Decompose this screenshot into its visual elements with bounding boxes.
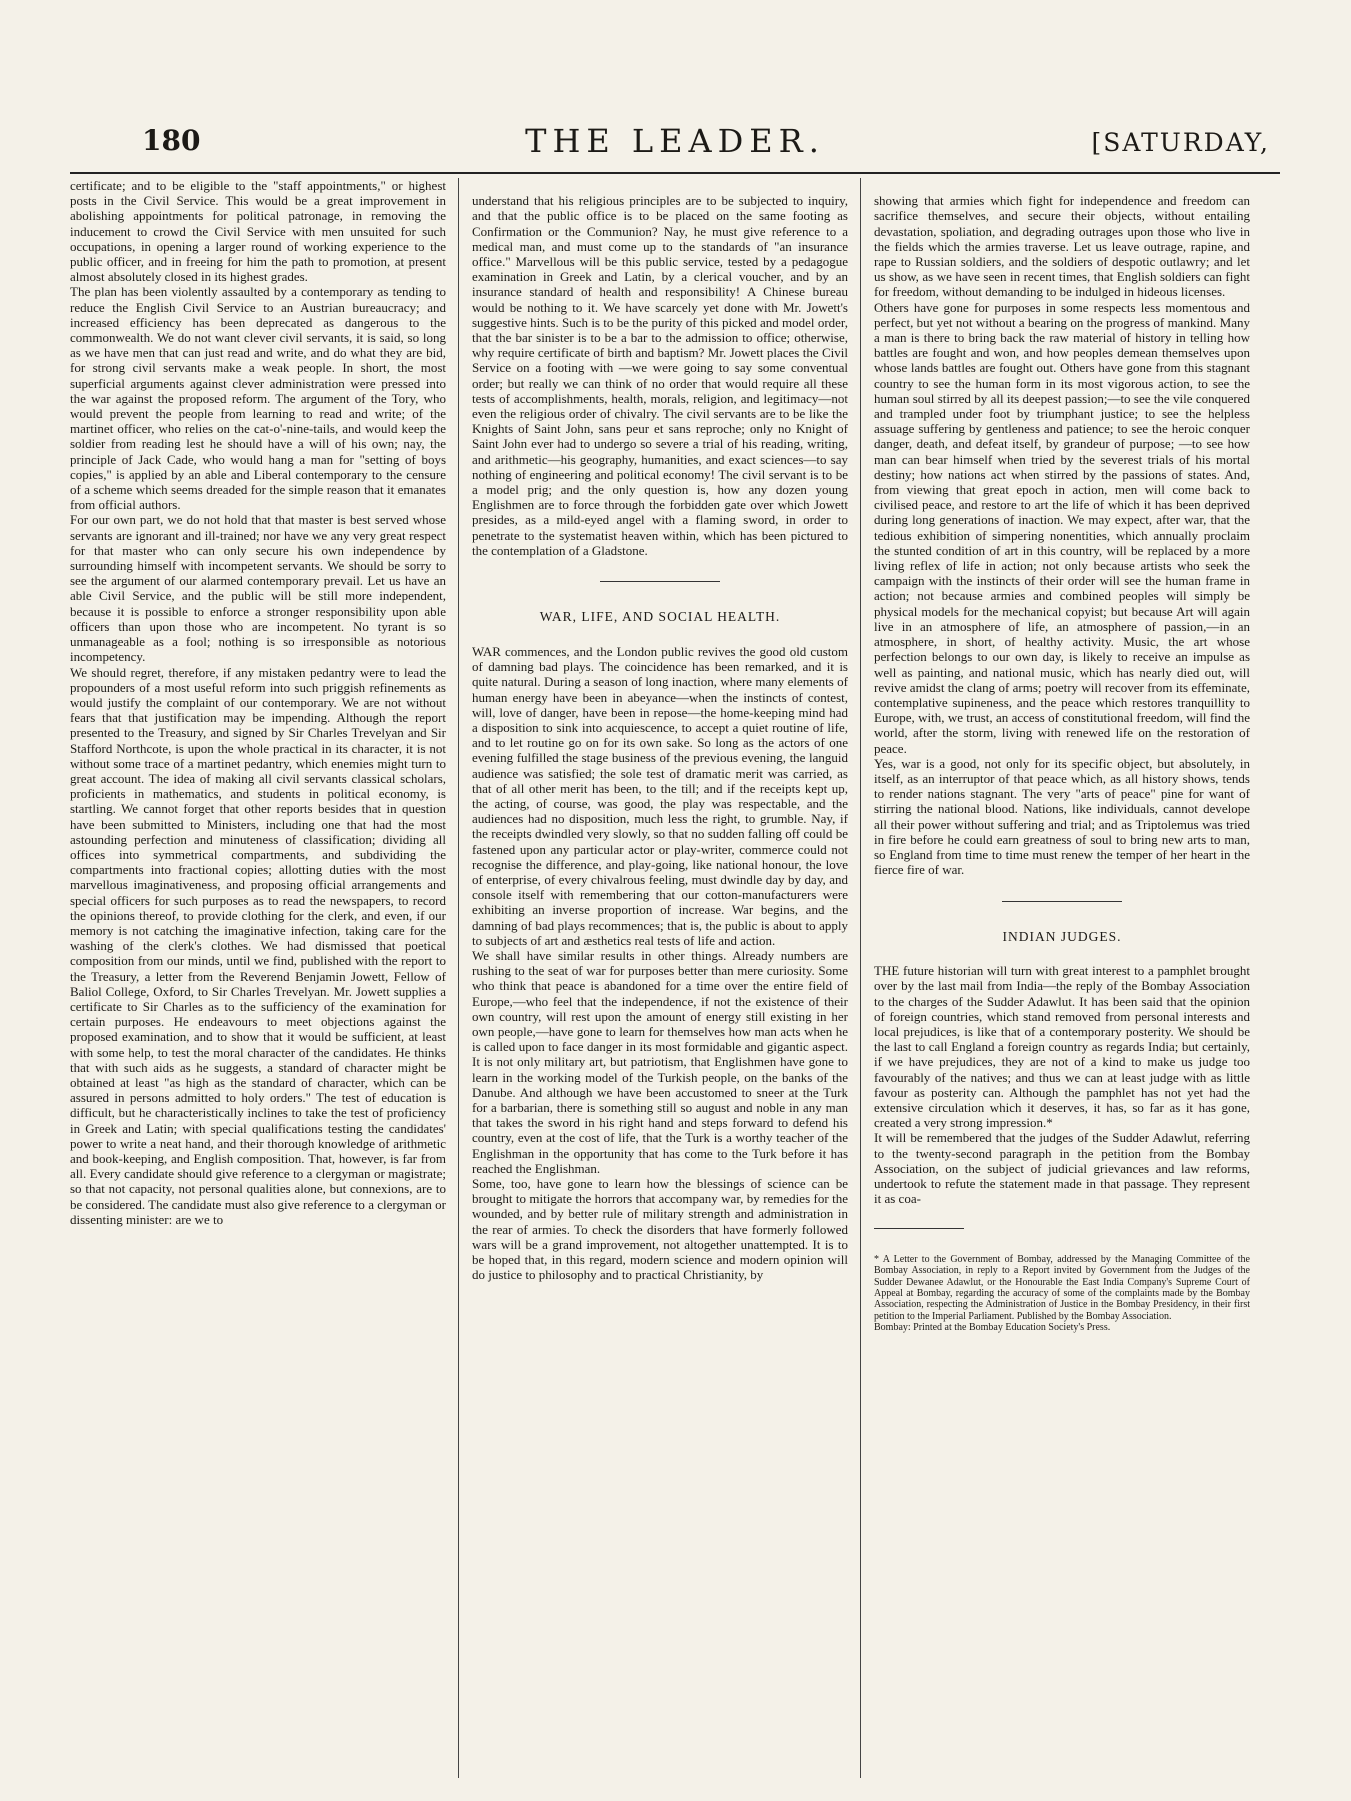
article-body-indian-judges: THE future historian will turn with great interest to a pamphlet brought over by the last mail from India—the reply of the Bombay Association to the charges of the Sudder Adawlut. It has been said that the opinion of foreign countries, which stand removed from personal interests and local prejudices, is like that of a contemporary posterity. We should be the last to call England a foreign country as regards India; but certainly, if we have prejudices, they are not of a kind to make us judge too favourably of the natives; and thus we can at least judge with as little favour as posterity can. Although the pamphlet has not yet had the extensive circulation which it deserves, it has, so far as it has gone, created a very strong impression.* It will be remembered that the judges of the Sudder Adawlut, referring to the twenty-second paragraph in the petition from the Bombay Association, on the subject of judicial grievances and law reforms, undertook to refute the statement made in that passage. They represent it as coa- [874,963,1250,1207]
column-divider [860,178,861,1778]
article-heading-war: WAR, LIFE, AND SOCIAL HEALTH. [539,609,781,625]
column-2 [472,178,848,1298]
masthead-day: [SATURDAY, [1091,128,1270,157]
war-article-end: showing that armies which fight for independence and freedom can sacrifice themselves, and secure their objects, without entailing devastation, spoliation, and degrading outrages upon those who live in the fields which the armies traverse. Let us leave outrage, rapine, and rape to Russian soldiers, and the soldiers of despotic outlawry; and let us show, as we have seen in recent times, that English soldiers can fight for freedom, without demanding to be indulged in hideous licenses. Others have gone for purposes in some respects less momentous and perfect, but yet not without a bearing on the progress of mankind. Many a man is there to bring back the raw material of history in telling how battles are fought and won, and how peoples demean themselves upon whose lands battles are fought out. Others have gone from this stagnant country to see the human form in its most vigorous action, to see the human soul stirred by all its deepest passion;—to see the vile conquered and trampled under foot by triumphant justice; to see the helpless assuage suffering by gentleness and patience; to see the heroic conquer danger, death, and defeat itself, by grandeur of purpose; —to see how man can bear himself when tried by the severest trials of his mortal destiny; how nations act when stirred by the passions of states. And, from viewing that great epoch in action, men will come back to civilised peace, and restore to art the life of which it has been deprived during long generations of inaction. We may expect, after war, that the tedious exhibition of simpering nonentities, which annually proclaim the stunted condition of art in this country, will be replaced by a more living reflex of life in action; not only because artists who seek the campaign with the instincts of their order will see the human frame in action; not because armies and combined peoples will simply be physical models for the mechanical copyist; but because Art will again live in an atmosphere of life, an atmosphere of passion,—in an atmosphere, in short, of healthy activity. Music, the art whose perfection belongs to our own day, is likely to receive an impulse as well as painting, and national music, which has nearly died out, will revive amidst the clang of arms; poetry will recover from its effeminate, contemplative supineness, and the peace which restores tranquillity to Europe, with, we trust, an access of constitutional freedom, will find the world, after the storm, living with renewed life on the restoration of peace. Yes, war is a good, not only for its specific object, but absolutely, in itself, as an interruptor of that peace which, as all history shows, tends to render nations stagnant. The very "arts of peace" pine for want of stirring the national blood. Nations, like individuals, cannot develope all their power without suffering and trial; and as Triptolemus was tried in fire before he could earn greatness of soul to bring new arts to man, so England from time to time must renew the temper of her heart in the fierce fire of war. [874,193,1250,878]
article-body-war: WAR commences, and the London public revives the good old custom of damning bad plays. The coincidence has been remarked, and it is quite natural. During a season of long inaction, where many elements of human energy have been in abeyance—when the instincts of contest, will, love of danger, have been in repose—the home-keeping mind had a disposition to sink into acquiescence, to accept a quiet routine of life, and to let routine go on for its own sake. So long as the actors of one evening fulfilled the stage business of the previous evening, the languid audience was satisfied; the sole test of dramatic merit was carried, as that of all other merit has been, to the till; and if the receipts kept up, the acting, of course, was good, the play was respectable, and the audiences had no disposition, much less the right, to grumble. Nay, if the receipts dwindled very slowly, so that no sudden falling off could be fastened upon any particular actor or play-writer, commerce could not recognise the difference, and play-going, like national honour, the love of enterprise, of every chivalrous feeling, must dwindle day by day, and console itself with remembering that our cotton-manufacturers were exhibiting an inverse proportion of increase. War begins, and the damning of bad plays recommences; that is, the public is about to apply to subjects of art and æsthetics real tests of life and action. We shall have similar results in other things. Already numbers are rushing to the seat of war for purposes better than mere curiosity. Some who think that peace is abandoned for a time over the entire field of Europe,—who feel that the independence, if not the existence of their own country, will rest upon the amount of energy still existing in her own people,—have gone to learn for themselves how man acts when he is called upon to face danger in its most formidable and gigantic aspect. It is not only military art, but patriotism, that Englishmen have gone to learn in the working model of the Turkish people, on the banks of the Danube. And although we have been accustomed to sneer at the Turk for a barbarian, there is something still so august and noble in any man that takes the sword in his right hand and steps forward to defend his country, even at the cost of life, that the Turk is a worthy teacher of the Englishman in the opportunity that has come to the Turk before it has reached the Englishman. Some, too, have gone to learn how the blessings of science can be brought to mitigate the horrors that accompany war, by remedies for the wounded, and by better rule of military strength and administration in the rear of armies. To check the disorders that have formerly followed wars will be a grand improvement, not altogether unattempted. It is to be hoped that, in this regard, modern science and modern opinion will do justice to philosophy and to practical Christianity, by [472,643,848,1283]
column-divider [458,178,459,1778]
footnote: * A Letter to the Government of Bombay, addressed by the Managing Committee of the Bombay Association, in reply to a Report invited by Government from the Judges of the Sudder Dewanee Adawlut, or the Honourable the East India Company's Supreme Court of Appeal at Bombay, regarding the accuracy of some of the complaints made by the Bombay Association, respecting the Administration of Justice in the Bombay Presidency, in their first petition to the Imperial Parliament. Published by the Bombay Association. Bombay: Printed at the Bombay Education Society's Press. [874,1253,1250,1334]
masthead [70,120,1280,160]
section-rule [600,581,720,582]
page-number: 180 [142,124,201,157]
masthead-rule [70,172,1280,174]
section-rule [1002,901,1122,902]
footnote-rule [874,1228,964,1229]
column-1: certificate; and to be eligible to the "staff appointments," or highest posts in the Civil Service. This would be a great improvement in abolishing appointments for political patronage, in removing the inducement to crowd the Civil Service with men unsuited for such occupations, in opening a larger round of working experience to the public officer, and in freeing for him the path to promotion, at present almost absolutely closed in its highest grades. The plan has been violently assaulted by a contemporary as tending to reduce the English Civil Service to an Austrian bureaucracy; and increased efficiency has been deprecated as dangerous to the commonwealth. We do not want clever civil servants, it is said, so long as we have men that can just read and write, and do what they are bid, for strong civil servants make a weak people. In short, the most superficial arguments against clever administration were pressed into the war against the proposed reform. The argument of the Tory, who would prevent the people from learning to read and write; of the martinet officer, who relies on the cat-o'-nine-tails, and would keep the soldier from reading lest he should have a will of his own; nay, the principle of Jack Cade, who would hang a man for "setting of boys copies," is applied by an able and Liberal contemporary to the censure of a scheme which seems dreaded for the simple reason that it emanates from official authors. For our own part, we do not hold that that master is best served whose servants are ignorant and ill-trained; nor have we any very great respect for that master who can only secure his own independence by surrounding himself with incompetent servants. We should be sorry to see the argument of our alarmed contemporary prevail. Let us have an able Civil Service, and the public will be still more independent, because it is possible to enforce a stronger responsibility upon able officers than upon those who are incompetent. No tyrant is so unmanageable as a fool; nothing is so irresponsible as notorious incompetency. We should regret, therefore, if any mistaken pedantry were to lead the propounders of a most useful reform into such priggish refinements as would justify the complaint of our contemporary. We are not without fears that that justification may be impending. Although the report presented to the Treasury, and signed by Sir Charles Trevelyan and Sir Stafford Northcote, is upon the whole practical in its character, it is not without some trace of a martinet pedantry, which enemies might turn to great account. The idea of making all civil servants classical scholars, proficients in mathematics, and students in political economy, is startling. We cannot forget that other reports besides that in question have been submitted to Ministers, including one that had the most astounding perfection and minuteness of classification; dividing all offices into symmetrical compartments, and subdividing the compartments into fractional copies; allotting duties with the most marvellous imaginativeness, and proposing official arrangements and special officers for such purposes as to read the newspapers, to record the opinions thereof, to provide clothing for the clerk, and even, if our memory is not catching the imaginative infection, taking care for the washing of the clerk's clothes. We had dismissed that poetical composition from our minds, until we find, published with the report to the Treasury, a letter from the Reverend Benjamin Jowett, Fellow of Baliol College, Oxford, to Sir Charles Trevelyan. Mr. Jowett supplies a certificate to Sir Charles as to the sufficiency of the examination for certain purposes. He endeavours to meet objections against the proposed examination, and to show that it would be sufficient, at least with some help, to test the moral character of the candidates. He thinks that with such aids as he suggests, a standard of character might be obtained at least "as high as the standard of character, which can be assured in persons admitted to holy orders." The test of education is difficult, but he characteristically inclines to take the test of proficiency in Greek and Latin; with special qualifications testing the candidates' power to write a neat hand, and their thorough knowledge of arithmetic and book-keeping, and English composition. That, however, is far from all. Every candidate should give reference to a clergyman or magistrate; so that not capacity, not personal qualities alone, but connexions, are to be considered. The candidate must also give reference to a clergyman or dissenting minister: are we to [70,178,446,1227]
article-heading-indian-judges: INDIAN JUDGES. [1002,928,1122,944]
civil-service-article-end: understand that his religious principles are to be subjected to inquiry, and that the public office is to be placed on the same footing as Confirmation or the Communion? Nay, he must give reference to a medical man, and must come up to the standards of "an insurance office." Marvellous will be this public service, tested by a pedagogue examination in Greek and Latin, by a clerical voucher, and by an insurance standard of health and responsibility! A Chinese bureau would be nothing to it. We have scarcely yet done with Mr. Jowett's suggestive hints. Such is to be the purity of this picked and model order, that the bar sinister is to be a bar to the admission to office; otherwise, why require certificate of birth and baptism? Mr. Jowett places the Civil Service on a footing with —we were going to say some conventual order; but really we can think of no order that would require all these tests of accomplishments, health, morals, religion, and legitimacy—not even the religious order of chivalry. The civil servants are to be like the Knights of Saint John, sans peur et sans reproche; only no Knight of Saint John ever had to undergo so severe a trial of his reading, writing, and arithmetic—his geography, humanities, and exact sciences—to say nothing of engineering and political economy! The civil servant is to be a model prig; and the only question is, how any dozen young Englishmen are to force through the forbidden gate over which Jowett presides, as a mild-eyed angel with a flaming sword, in order to penetrate to the systematist heaven within, which has been pictured to the contemplation of a Gladstone. [472,193,848,558]
column-3 [874,178,1250,1349]
paper-title: THE LEADER. [525,122,825,160]
